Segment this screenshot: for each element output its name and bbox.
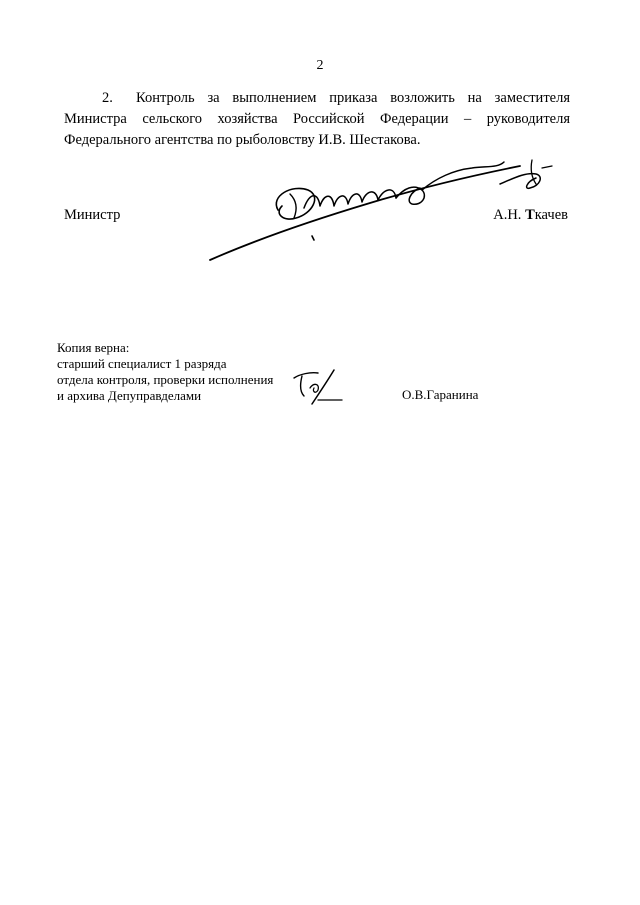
minister-name-prefix: А.Н. — [493, 207, 526, 223]
minister-name-initial: Т — [525, 207, 535, 223]
page-number: 2 — [316, 58, 324, 73]
minister-name-rest: качев — [534, 207, 568, 223]
minister-position: Министр — [64, 207, 121, 223]
order-paragraph — [64, 88, 570, 151]
paragraph-number: 2. — [102, 90, 113, 106]
copy-signatory-name: О.В.Гаранина — [402, 387, 479, 402]
minister-name — [493, 207, 568, 224]
copy-line-4: и архива Депуправделами — [57, 388, 202, 403]
copy-certification-block — [57, 340, 273, 404]
paragraph-text: Контроль за выполнением приказа возложить на заместителя Министра сельского хозяйства Российской Федерации – руководителя Федерального агентства по рыболовству И.В. Шестакова. — [64, 90, 570, 148]
copy-line-3: отдела контроля, проверки исполнения — [57, 372, 274, 387]
copy-line-2: старший специалист 1 разряда — [57, 356, 227, 371]
copy-line-1: Копия верна: — [57, 340, 130, 355]
copy-signature-icon — [288, 366, 352, 410]
